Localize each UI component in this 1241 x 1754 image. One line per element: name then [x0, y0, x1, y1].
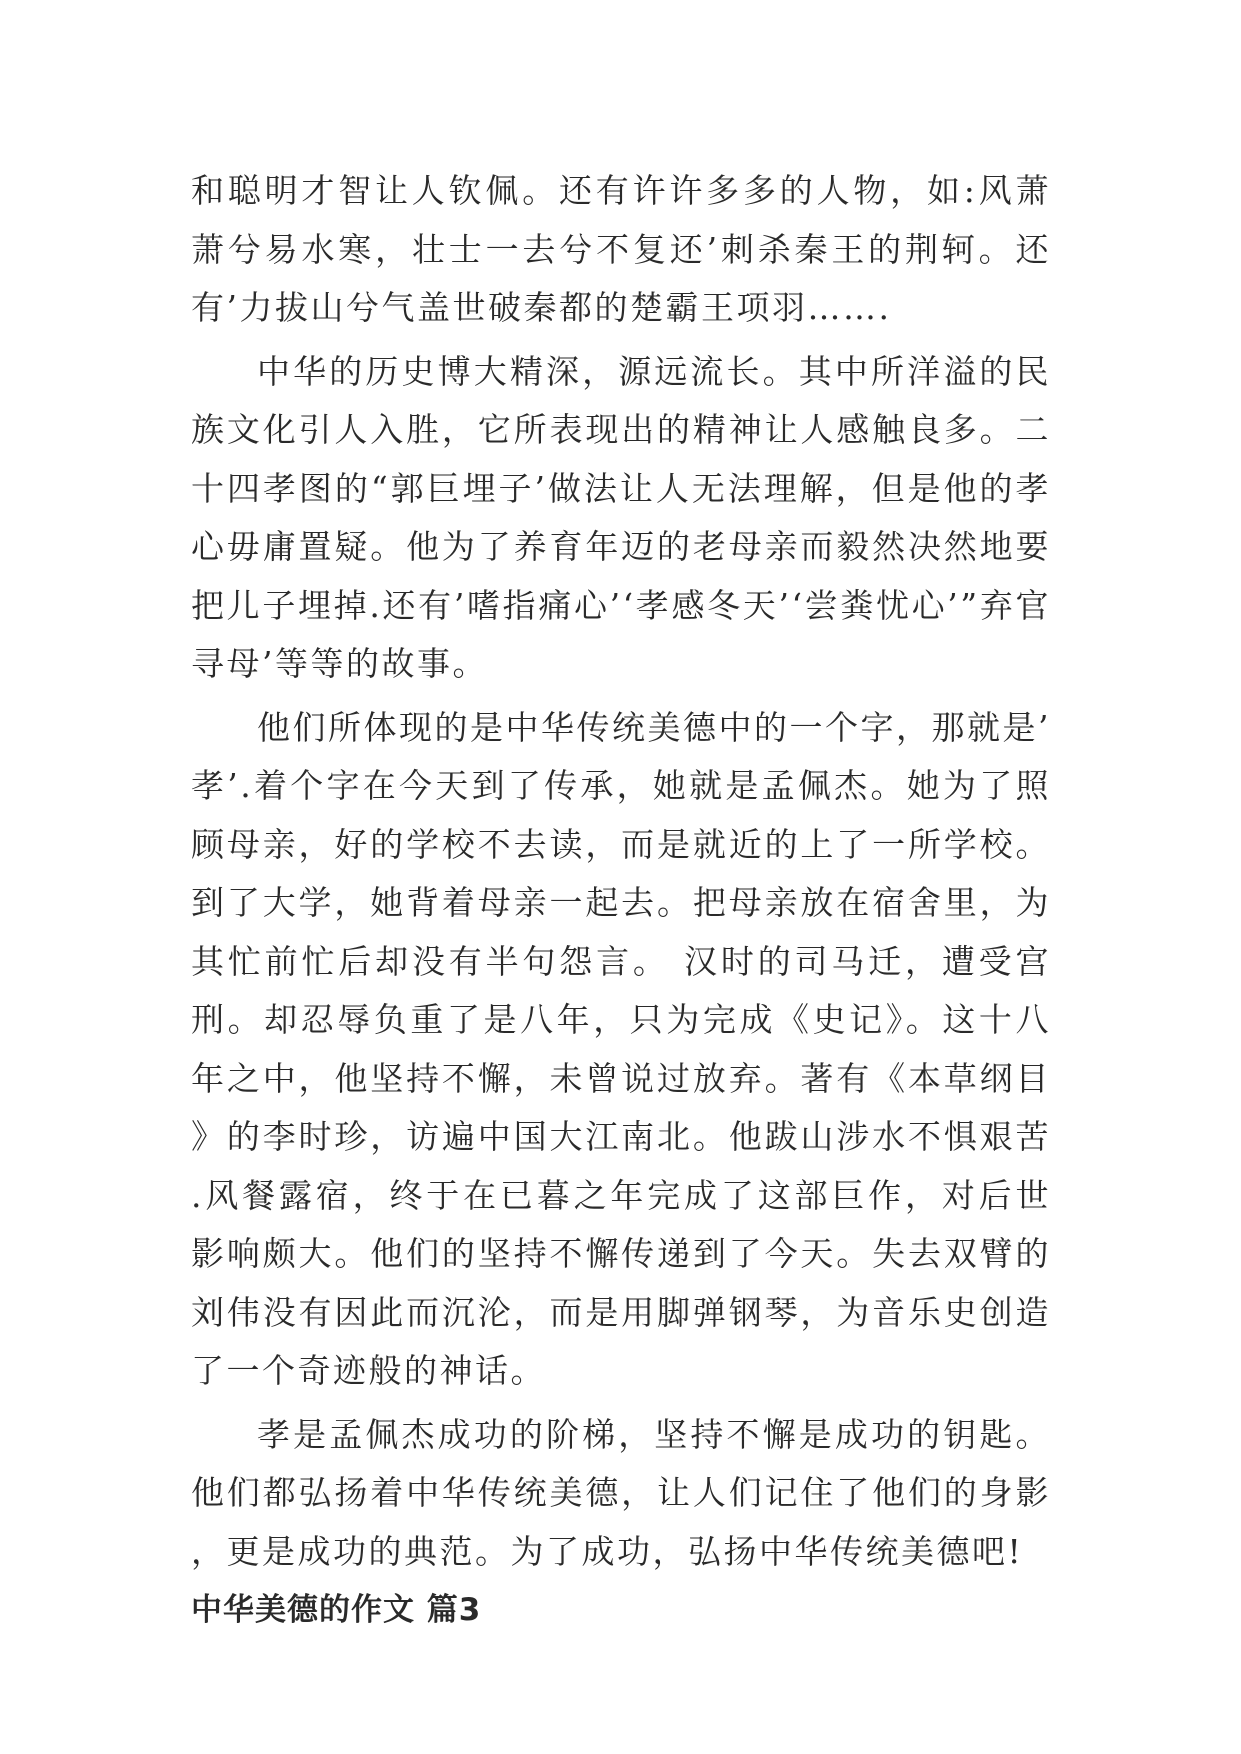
paragraph-4: 孝是孟佩杰成功的阶梯，坚持不懈是成功的钥匙。他们都弘扬着中华传统美德，让人们记住了他们的身影，更是成功的典范。为了成功，弘扬中华传统美德吧!: [191, 1414, 1051, 1571]
paragraph-2: 中华的历史博大精深，源远流长。其中所洋溢的民族文化引人入胜，它所表现出的精神让人感触良多。二十四孝图的“郭巨埋子’做法让人无法理解，但是他的孝心毋庸置疑。他为了养育年迈的老母亲而毅然决然地要把儿子埋掉.还有’嗜指痛心’‘孝感冬天’‘尝粪忧心’”弃官寻母’等等的故事。: [191, 351, 1051, 683]
paragraph-1: 和聪明才智让人钦佩。还有许许多多的人物，如:风萧萧兮易水寒，壮士一去兮不复还’刺杀秦王的荆轲。还有’力拔山兮气盖世破秦都的楚霸王项羽…….: [191, 171, 1051, 327]
section-heading: 中华美德的作文 篇3: [191, 1592, 482, 1628]
document-body: [191, 162, 1051, 1640]
paragraph-3: 他们所体现的是中华传统美德中的一个字，那就是’孝’.着个字在今天到了传承，她就是孟佩杰。她为了照顾母亲，好的学校不去读，而是就近的上了一所学校。到了大学，她背着母亲一起去。把母亲放在宿舍里，为其忙前忙后却没有半句怨言。 汉时的司马迁，遭受宫刑。却忍辱负重了是八年，只为完成《史记》。这十八年之中，他坚持不懈，未曾说过放弃。著有《本草纲目》的李时珍，访遍中国大江南北。他跋山涉水不惧艰苦.风餐露宿，终于在已暮之年完成了这部巨作，对后世影响颇大。他们的坚持不懈传递到了今天。失去双臂的刘伟没有因此而沉沦，而是用脚弹钢琴，为音乐史创造了一个奇迹般的神话。: [191, 707, 1051, 1390]
